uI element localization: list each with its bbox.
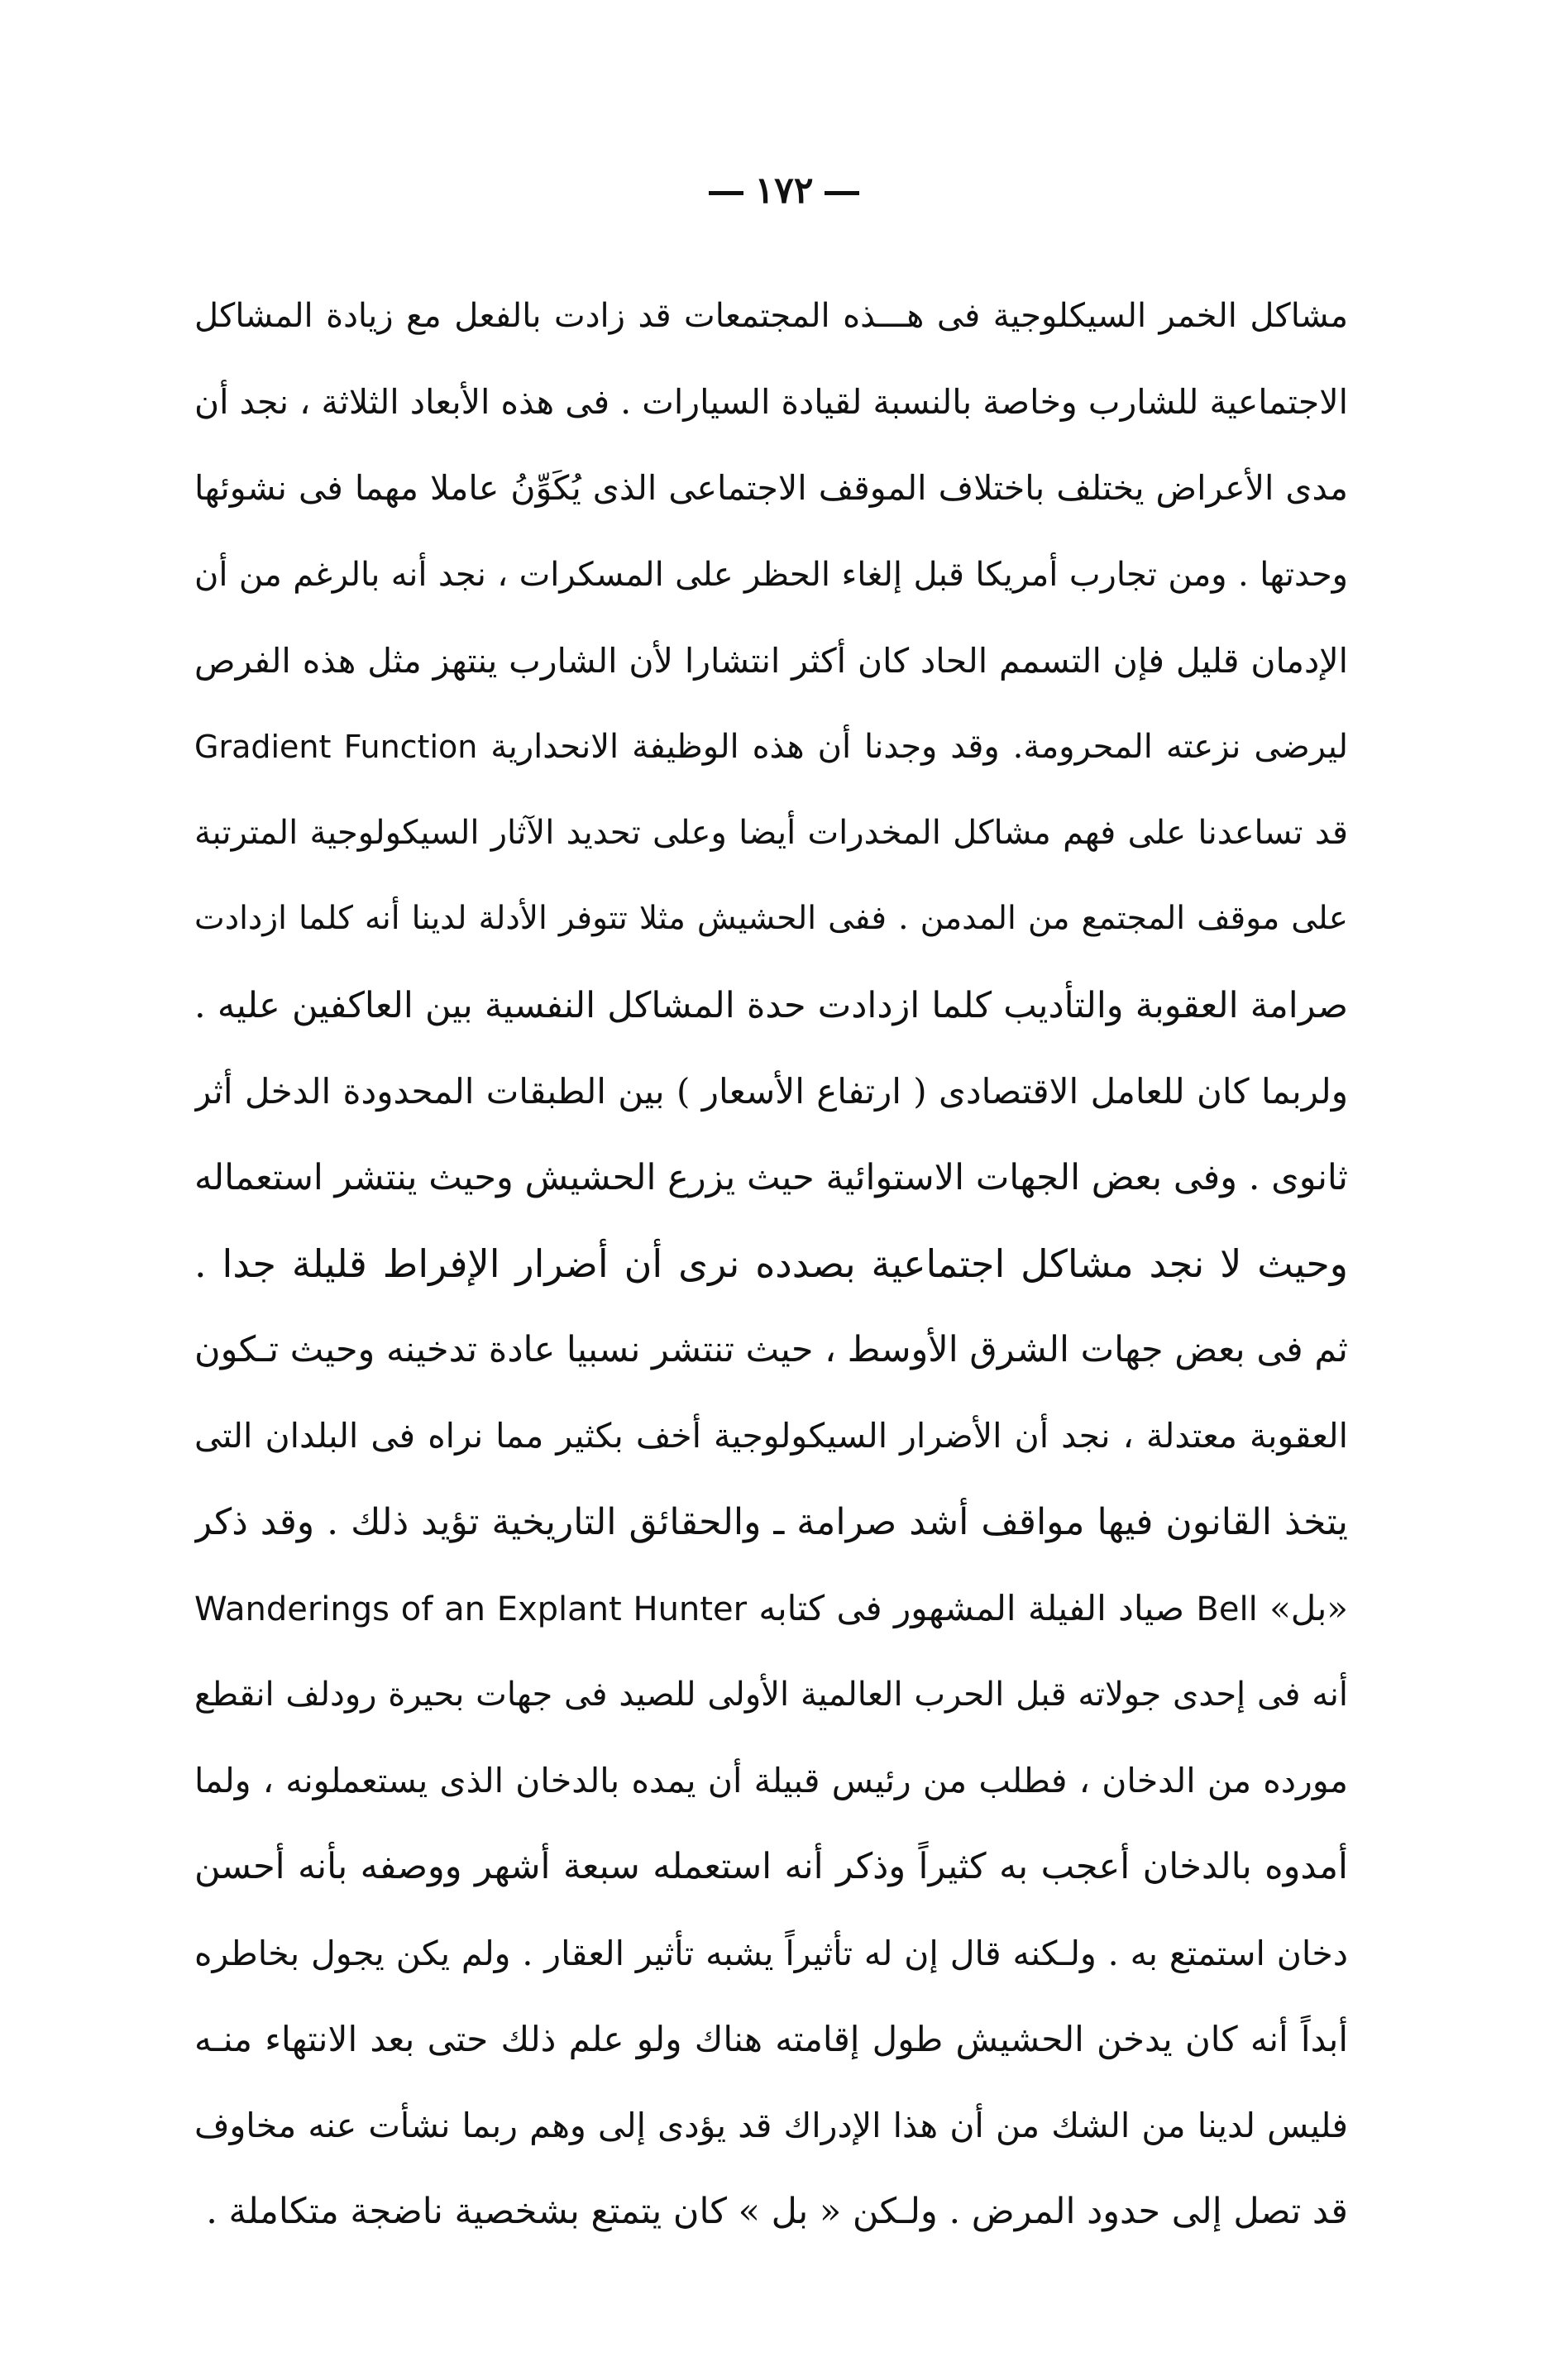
arabic-text-segment: على موقف المجتمع من المدمن . ففى الحشيش مثلا تتوفر الأدلة لدينا أنه كلما ازدادت [194, 900, 1348, 938]
text-line [194, 532, 1348, 618]
page-number [0, 170, 1568, 212]
page-number-value: ١٧٢ [754, 170, 814, 212]
text-line [194, 273, 1348, 359]
arabic-text-segment: ولربما كان للعامل الاقتصادى ( ارتفاع الأسعار ) بين الطبقات المحدودة الدخل أثر [194, 1070, 1348, 1112]
text-line [194, 445, 1348, 531]
arabic-text-segment: مدى الأعراض يختلف باختلاف الموقف الاجتماعى الذى يُكَوِّنُ عاملا مهما فى نشوئها [194, 468, 1348, 509]
text-line [194, 2168, 1348, 2254]
latin-text-segment: Wanderings of an Explant Hunter [194, 1590, 748, 1628]
text-line [194, 359, 1348, 445]
text-line [194, 1480, 1348, 1566]
arabic-text-segment: وحيث لا نجد مشاكل اجتماعية بصدده نرى أن أضرار الإفراط قليلة جدا . [194, 1241, 1348, 1287]
latin-text-segment: Bell [1196, 1590, 1258, 1628]
text-line [194, 790, 1348, 876]
arabic-text-segment: الاجتماعية للشارب وخاصة بالنسبة لقيادة السيارات . فى هذه الأبعاد الثلاثة ، نجد أن [194, 382, 1348, 423]
text-line [194, 1221, 1348, 1307]
text-line [194, 704, 1348, 790]
page-number-dash-right [825, 191, 859, 195]
arabic-text-segment: يتخذ القانون فيها مواقف أشد صرامة ـ والحقائق التاريخية تؤيد ذلك . وقد ذكر [194, 1500, 1348, 1543]
text-line [194, 618, 1348, 704]
arabic-text-segment: «بل» [1257, 1587, 1348, 1628]
arabic-text-segment: صياد الفيلة المشهور فى كتابه [747, 1587, 1197, 1628]
text-line [194, 1738, 1348, 1824]
arabic-text-segment: الإدمان قليل فإن التسمم الحاد كان أكثر انتشارا لأن الشارب ينتهز مثل هذه الفرص [194, 640, 1348, 681]
text-line [194, 963, 1348, 1049]
arabic-text-segment: وحدتها . ومن تجارب أمريكا قبل إلغاء الحظر على المسكرات ، نجد أنه بالرغم من أن [194, 555, 1348, 594]
arabic-text-segment: دخان استمتع به . ولـكنه قال إن له تأثيراً يشبه تأثير العقار . ولم يكن يجول بخاطره [194, 1933, 1348, 1973]
text-line [194, 1996, 1348, 2082]
arabic-text-segment: فليس لدينا من الشك من أن هذا الإدراك قد يؤدى إلى وهم ربما نشأت عنه مخاوف [194, 2105, 1348, 2145]
arabic-text-segment: مشاكل الخمر السيكلوجية فى هـــذه المجتمعات قد زادت بالفعل مع زيادة المشاكل [194, 297, 1348, 335]
arabic-text-segment: أنه فى إحدى جولاته قبل الحرب العالمية الأولى للصيد فى جهات بحيرة رودلف انقطع [194, 1676, 1348, 1714]
page-number-dash-left [709, 191, 743, 195]
arabic-text-segment: العقوبة معتدلة ، نجد أن الأضرار السيكولوجية أخف بكثير مما نراه فى البلدان التى [194, 1416, 1348, 1456]
text-line [194, 1910, 1348, 1996]
arabic-text-segment: ثانوى . وفى بعض الجهات الاستوائية حيث يزرع الحشيش وحيث ينتشر استعماله [194, 1156, 1348, 1198]
text-line [194, 1393, 1348, 1479]
arabic-text-segment: أمدوه بالدخان أعجب به كثيراً وذكر أنه استعمله سبعة أشهر ووصفه بأنه أحسن [194, 1846, 1348, 1888]
text-line [194, 1824, 1348, 1910]
text-line [194, 1307, 1348, 1393]
arabic-text-segment: قد تصل إلى حدود المرض . ولـكن « بل » كان يتمتع بشخصية ناضجة متكاملة . [206, 2191, 1348, 2233]
text-line [194, 1135, 1348, 1221]
arabic-text-segment: قد تساعدنا على فهم مشاكل المخدرات أيضا وعلى تحديد الآثار السيكولوجية المترتبة [194, 814, 1348, 853]
arabic-text-segment: أبداً أنه كان يدخن الحشيش طول إقامته هناك ولو علم ذلك حتى بعد الانتهاء منـه [194, 2018, 1348, 2059]
latin-text-segment: Gradient Function [194, 728, 478, 765]
text-line [194, 1652, 1348, 1738]
arabic-text-segment: صرامة العقوبة والتأديب كلما ازدادت حدة المشاكل النفسية بين العاكفين عليه . [194, 984, 1348, 1026]
text-line [194, 876, 1348, 962]
arabic-text-segment: ليرضى نزعته المحرومة. وقد وجدنا أن هذه الوظيفة الانحدارية [477, 727, 1348, 766]
text-line [194, 2082, 1348, 2168]
text-line [194, 1566, 1348, 1652]
text-line [194, 1049, 1348, 1135]
arabic-text-segment: مورده من الدخان ، فطلب من رئيس قبيلة أن يمده بالدخان الذى يستعملونه ، ولما [194, 1761, 1348, 1801]
body-text [194, 273, 1348, 2254]
arabic-text-segment: ثم فى بعض جهات الشرق الأوسط ، حيث تنتشر نسبيا عادة تدخينه وحيث تـكون [194, 1329, 1348, 1371]
